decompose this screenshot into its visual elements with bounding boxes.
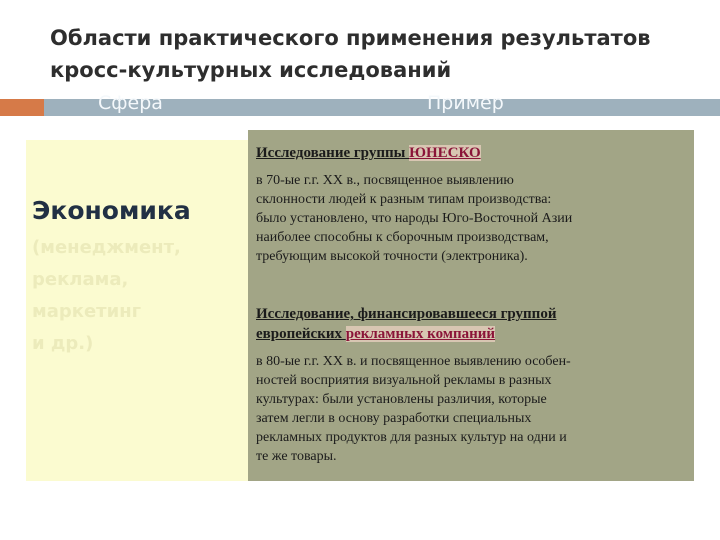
example-2-body-line: те же товары. bbox=[256, 449, 337, 464]
sphere-subtitle-line: и др.) bbox=[32, 333, 94, 354]
example-1-heading-text: Исследование группы bbox=[256, 145, 410, 161]
example-2-body-line: рекламных продуктов для разных культур на одни и bbox=[256, 430, 567, 445]
example-2-heading-line-1: Исследование, финансировавшееся группой bbox=[256, 306, 557, 322]
example-2-heading bbox=[256, 304, 688, 344]
slide-title-line-1: Области практического применения результатов bbox=[50, 26, 651, 50]
accent-bar bbox=[0, 99, 44, 116]
unesco-link[interactable]: ЮНЕСКО bbox=[409, 145, 481, 161]
example-2-body-line: ностей восприятия визуальной рекламы в разных bbox=[256, 373, 552, 388]
example-2-heading-line-2: европейских bbox=[256, 326, 346, 342]
ad-companies-link[interactable]: рекламных компаний bbox=[345, 326, 496, 342]
sphere-subtitle bbox=[32, 232, 242, 360]
header-example: Пример bbox=[427, 92, 504, 114]
example-2-body bbox=[256, 352, 688, 466]
example-2-body-line: в 80-ые г.г. XX в. и посвященное выявлению особен- bbox=[256, 354, 571, 369]
sphere-subtitle-line: (менеджмент, bbox=[32, 237, 181, 258]
example-1-body bbox=[256, 171, 688, 266]
example-1-body-line: склонности людей к разным типам производства: bbox=[256, 192, 552, 207]
example-1-body-line: было установлено, что народы Юго-Восточной Азии bbox=[256, 211, 573, 226]
sphere-subtitle-line: маркетинг bbox=[32, 301, 142, 322]
sphere-title: Экономика bbox=[32, 196, 191, 225]
example-1-heading bbox=[256, 143, 688, 163]
example-1-body-line: требующим высокой точности (электроника). bbox=[256, 249, 528, 264]
sphere-subtitle-line: реклама, bbox=[32, 269, 129, 290]
slide-title bbox=[50, 22, 690, 86]
slide-title-line-2: кросс-культурных исследований bbox=[50, 58, 452, 82]
example-1-body-line: наиболее способны к сборочным производствам, bbox=[256, 230, 549, 245]
example-2-body-line: затем легли в основу разработки специальных bbox=[256, 411, 532, 426]
example-2-body-line: культурах: были установлены различия, которые bbox=[256, 392, 547, 407]
example-1-body-line: в 70-ые г.г. XX в., посвященное выявлению bbox=[256, 173, 514, 188]
header-sphere: Сфера bbox=[98, 92, 163, 114]
